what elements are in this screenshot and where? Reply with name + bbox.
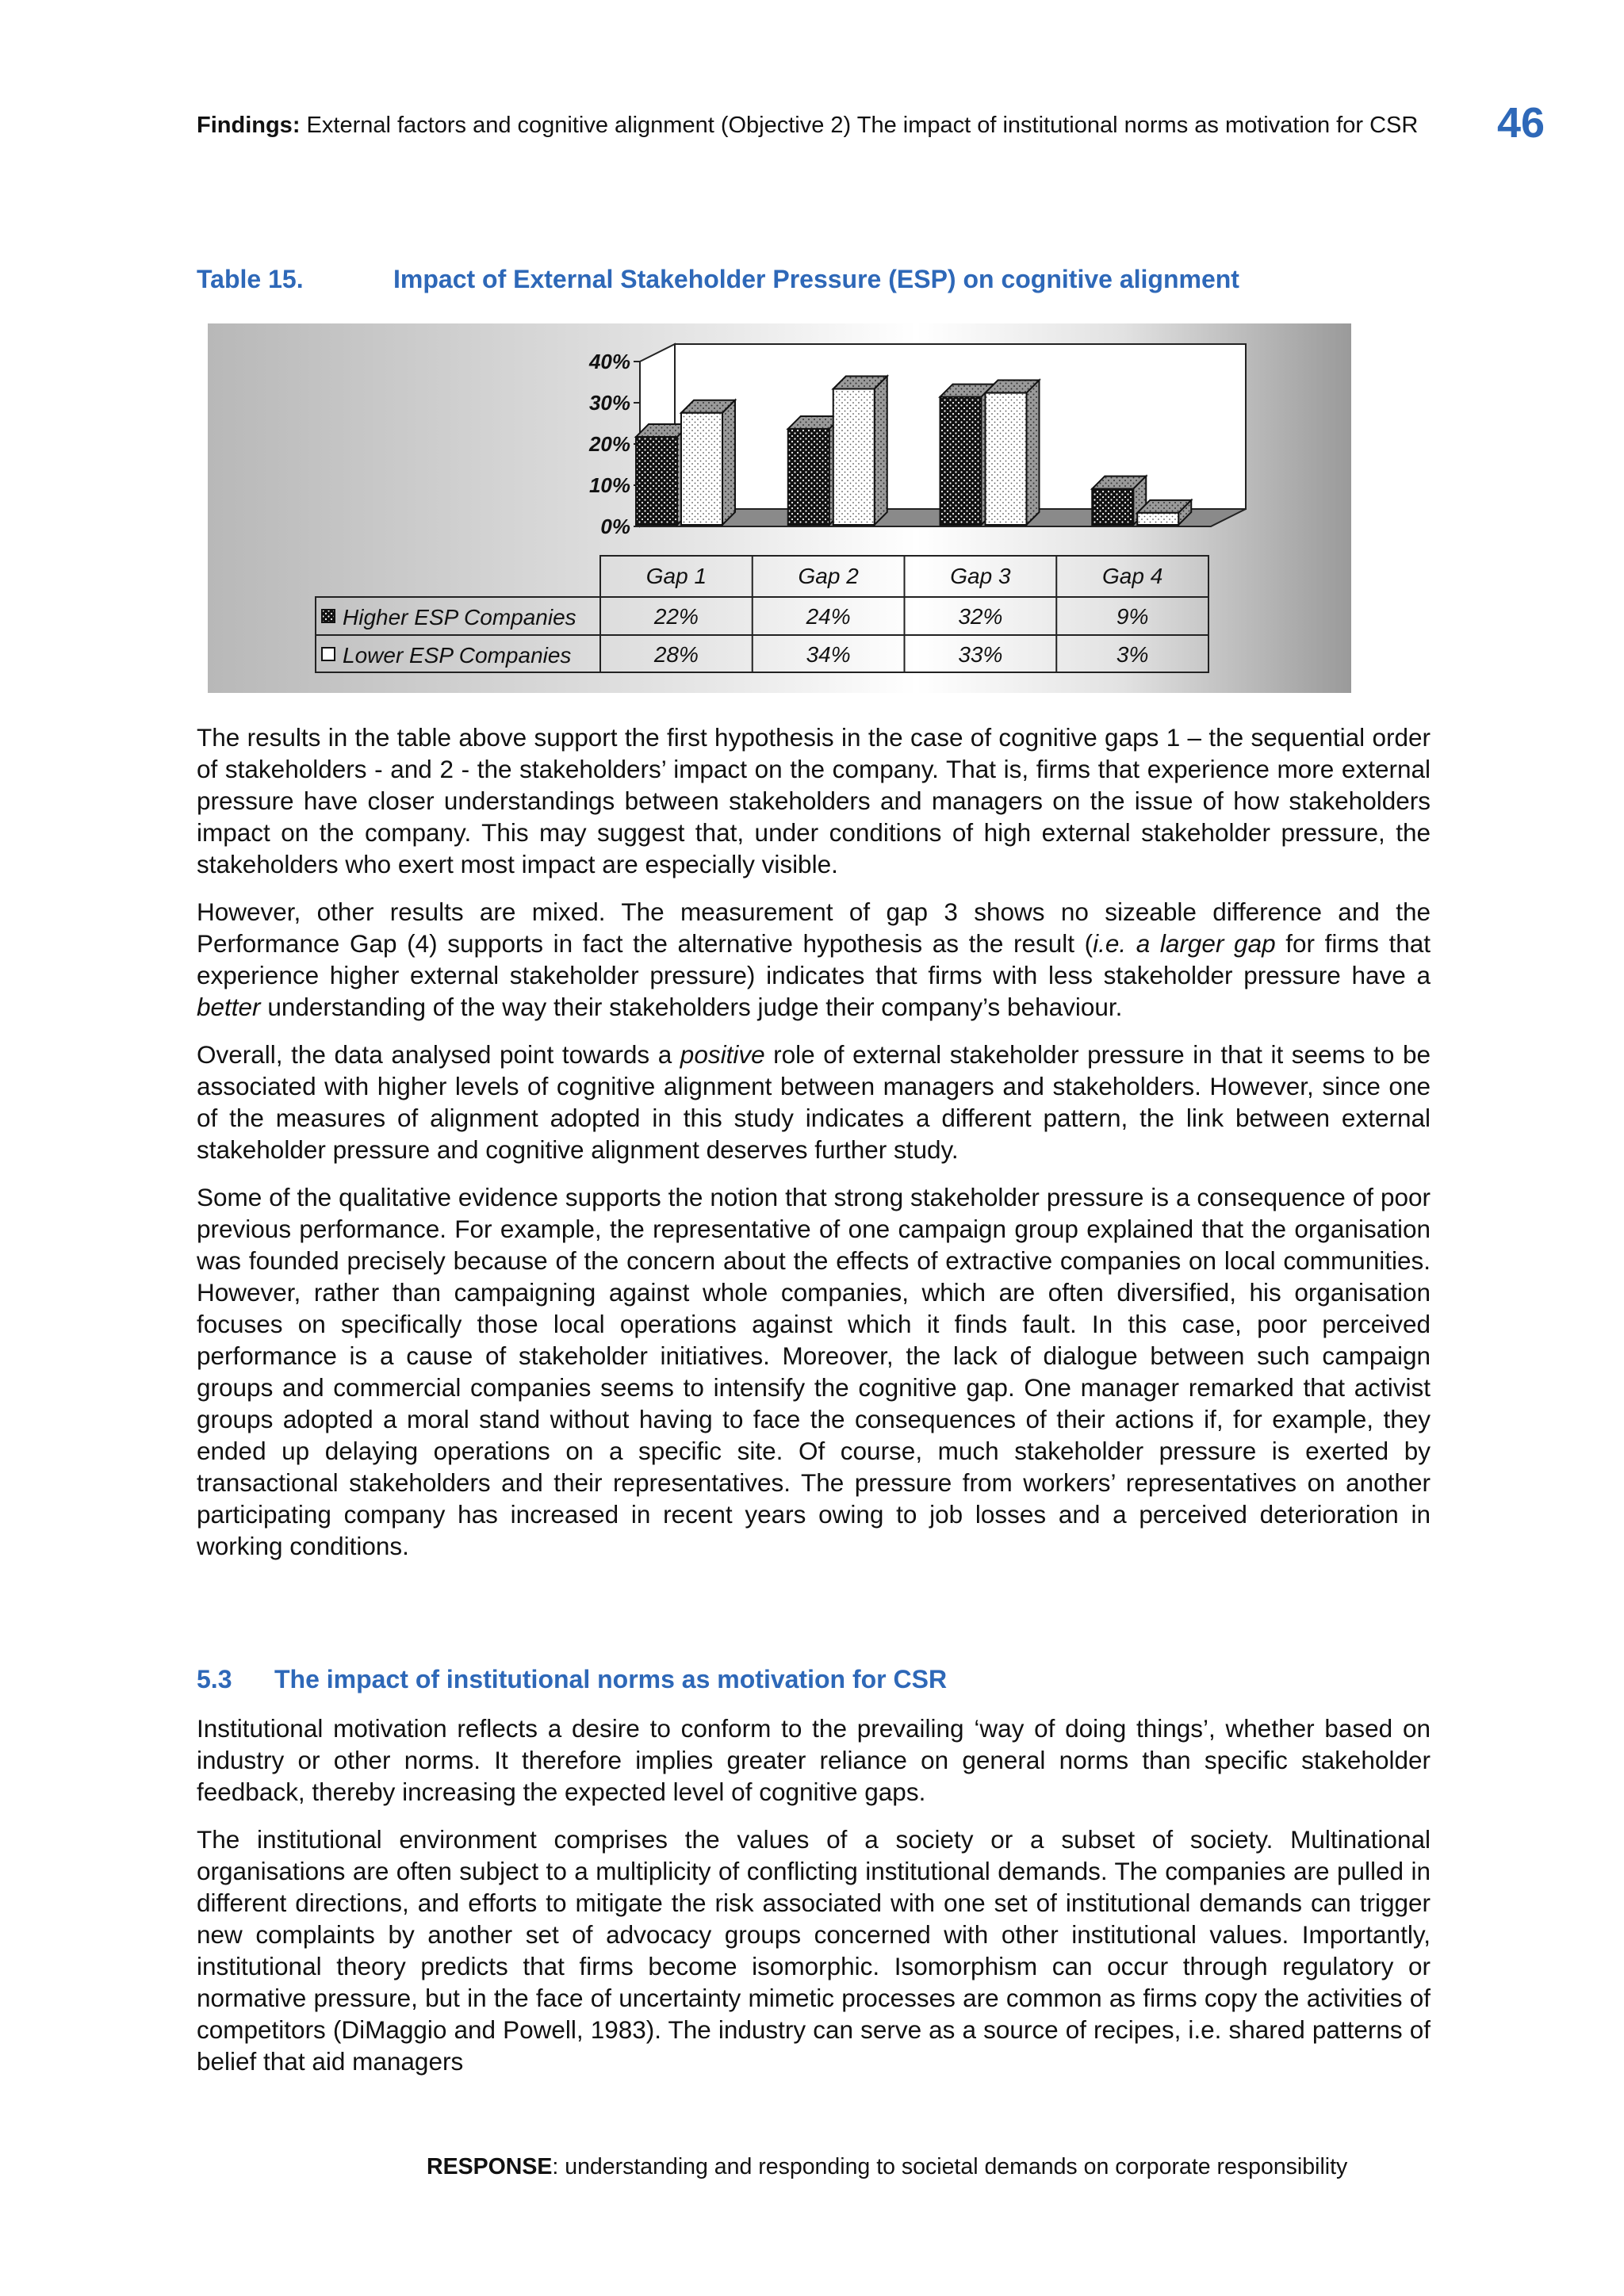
page-number: 46 [1497,99,1545,147]
y-tick-label: 10% [588,473,630,497]
bar-side [875,377,887,525]
chart-canvas [208,323,1351,693]
page-footer [427,2154,1347,2180]
data-label: 32% [958,604,1003,629]
y-tick-label: 30% [588,391,630,415]
bar-higher-esp-companies-gap-4 [1092,489,1133,525]
bar-lower-esp-companies-gap-2 [833,389,875,525]
bar-side [1027,381,1040,525]
section-heading [197,1665,948,1694]
section-body-text [197,1712,1431,2093]
running-header [197,111,1434,140]
category-label: Gap 4 [1101,564,1163,588]
data-label: 22% [653,604,699,629]
footer-text: : understanding and responding to societal demands on corporate responsibility [552,2154,1348,2179]
y-tick-label: 20% [588,432,630,456]
paragraph: However, other results are mixed. The measurement of gap 3 shows no sizeable difference and the Performance Gap (4) supports in fact the alternative hypothesis as the result (i.e. a larger gap for firms that experience higher external stakeholder pressure) indicates that firms with less stakeholder pressure have a better understanding of the way their stakeholders judge their company’s behaviour. [197,897,1431,1021]
bar-higher-esp-companies-gap-1 [636,437,677,525]
data-label: 28% [653,642,699,667]
bar-lower-esp-companies-gap-4 [1137,513,1178,525]
footer-brand: RESPONSE [427,2154,553,2179]
body-text [197,721,1431,1578]
bar-lower-esp-companies-gap-3 [986,393,1027,525]
header-section-label: Findings: [197,113,301,138]
data-label: 3% [1116,642,1149,667]
y-tick-label: 0% [600,515,630,538]
data-label: 33% [958,642,1003,667]
bar-higher-esp-companies-gap-2 [788,429,829,525]
bar-higher-esp-companies-gap-3 [940,397,982,525]
paragraph: The results in the table above support the first hypothesis in the case of cognitive gaps 1 – the sequential order of stakeholders - and 2 - the stakeholders’ impact on the company. That is, firms that experience more external pressure have closer understandings between stakeholders and managers on the issue of how stakeholders impact on the company. This may suggest that, under conditions of high external stakeholder pressure, the stakeholders who exert most impact are especially visible. [197,723,1431,878]
legend-label: Lower ESP Companies [343,643,572,668]
data-label: 9% [1116,604,1149,629]
table-title: Impact of External Stakeholder Pressure (ESP) on cognitive alignment [393,265,1239,293]
header-section-text: External factors and cognitive alignment (Objective 2) The impact of institutional norms as motivation for CSR [306,113,1419,138]
paragraph: Institutional motivation reflects a desire to conform to the prevailing ‘way of doing things’, whether based on industry or other norms. It therefore implies greater reliance on general norms than specific stakeholder feedback, thereby increasing the expected level of cognitive gaps. [197,1714,1431,1806]
category-label: Gap 3 [950,564,1011,588]
esp-bar-chart [208,323,1351,693]
bar-side [722,400,735,525]
table-caption [197,265,1239,294]
category-label: Gap 2 [798,564,859,588]
data-label: 24% [806,604,851,629]
legend-label: Higher ESP Companies [343,605,576,629]
bar-lower-esp-companies-gap-1 [681,413,722,525]
category-label: Gap 1 [645,564,707,588]
y-tick-label: 40% [588,350,630,373]
paragraph: The institutional environment comprises the values of a society or a subset of society. Multinational organisations are often subject to a multiplicity of conflicting institutional demands. The companies are pulled in different directions, and efforts to mitigate the risk associated with one set of institutional demands can trigger new complaints by another set of advocacy groups concerned with other institutional values. Importantly, institutional theory predicts that firms become isomorphic. Isomorphism can occur through regulatory or normative pressure, but in the face of uncertainty mimetic processes are common as firms copy the activities of competitors (DiMaggio and Powell, 1983). The industry can serve as a source of recipes, i.e. shared patterns of belief that aid managers [197,1825,1431,2076]
legend-swatch [322,648,335,660]
paragraph: Overall, the data analysed point towards a positive role of external stakeholder pressure in that it seems to be associated with higher levels of cognitive alignment between managers and stakeholders. However, since one of the measures of alignment adopted in this study indicates a different pattern, the link between external stakeholder pressure and cognitive alignment deserves further study. [197,1040,1431,1164]
section-title: The impact of institutional norms as motivation for CSR [274,1665,948,1693]
legend-swatch [322,610,335,622]
chart-data-table [316,556,1208,672]
section-number: 5.3 [197,1665,232,1693]
data-label: 34% [806,642,851,667]
paragraph: Some of the qualitative evidence supports the notion that strong stakeholder pressure is a consequence of poor previous performance. For example, the representative of one campaign group explained that the organisation was founded precisely because of the concern about the effects of extractive companies on local communities. However, rather than campaigning against whole companies, which are often diversified, his organisation focuses on specifically those local operations against which it finds fault. In this case, poor perceived performance is a cause of stakeholder initiatives. Moreover, the lack of dialogue between such campaign groups and commercial companies seems to intensify the cognitive gap. One manager remarked that activist groups adopted a moral stand without having to face the consequences of their actions if, for example, they ended up delaying operations on a specific site. Of course, much stakeholder pressure is exerted by transactional stakeholders and their representatives. The pressure from workers’ representatives on another participating company has increased in recent years owing to job losses and a perceived deterioration in working conditions. [197,1183,1431,1560]
table-number: Table 15. [197,265,304,293]
